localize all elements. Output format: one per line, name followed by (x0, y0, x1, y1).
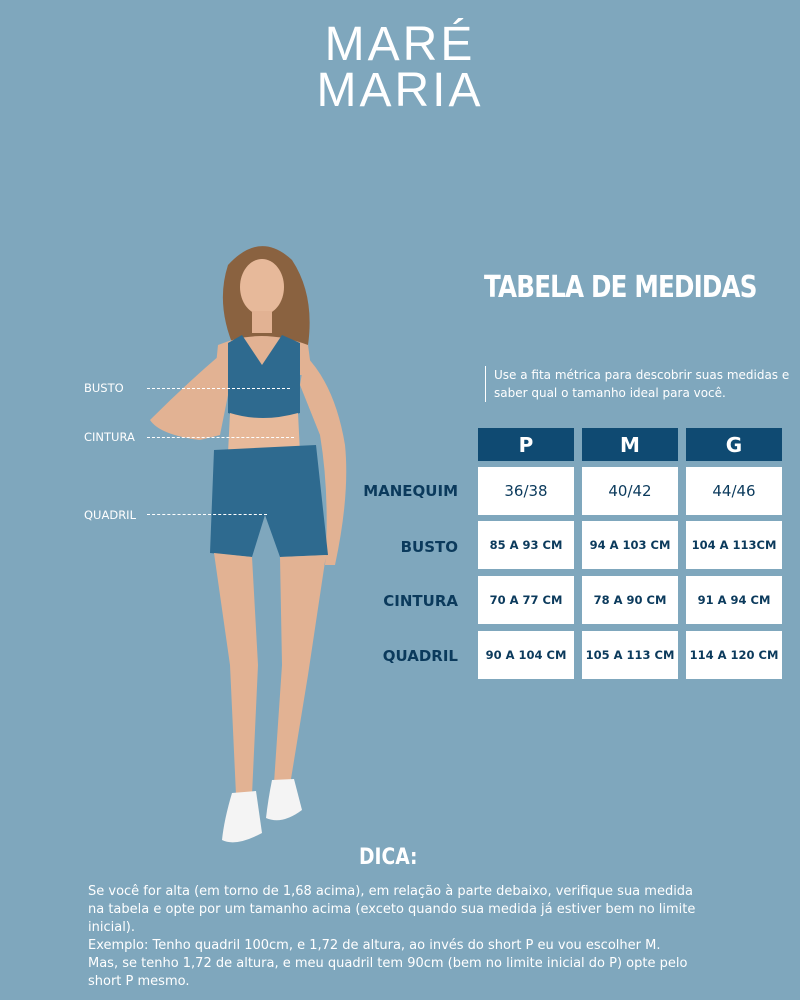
model-label-quadril: QUADRIL (84, 508, 136, 522)
model-label-cintura: CINTURA (84, 430, 135, 444)
intro-text: Use a fita métrica para descobrir suas medidas e saber qual o tamanho ideal para você. (485, 366, 800, 402)
brand-logo-line-1: MARÉ (324, 18, 476, 71)
table-cell: 104 A 113CM (686, 521, 782, 569)
brand-logo-line-2: MARIA (316, 64, 484, 117)
quadril-guide-line (147, 514, 267, 515)
size-header-m: M (582, 428, 678, 461)
page-title: TABELA DE MEDIDAS (484, 270, 757, 305)
dica-paragraph-3: Mas, se tenho 1,72 de altura, e meu quadril tem 90cm (bem no limite inicial do P) opte pelo short P mesmo. (88, 956, 688, 989)
table-cell: 70 A 77 CM (478, 576, 574, 624)
dica-text (88, 883, 708, 991)
size-header-p: P (478, 428, 574, 461)
cintura-guide-line (147, 437, 294, 438)
size-header-g: G (686, 428, 782, 461)
dica-paragraph-2: Exemplo: Tenho quadril 100cm, e 1,72 de altura, ao invés do short P eu vou escolher M. (88, 938, 661, 953)
table-cell: 114 A 120 CM (686, 631, 782, 679)
row-label-manequim: MANEQUIM (363, 482, 458, 500)
row-label-cintura: CINTURA (383, 592, 458, 610)
brand-logo (0, 18, 800, 117)
table-cell: 85 A 93 CM (478, 521, 574, 569)
table-cell: 40/42 (582, 467, 678, 515)
table-cell: 44/46 (686, 467, 782, 515)
table-cell: 105 A 113 CM (582, 631, 678, 679)
table-cell: 91 A 94 CM (686, 576, 782, 624)
busto-guide-line (147, 388, 290, 389)
table-cell: 78 A 90 CM (582, 576, 678, 624)
model-label-busto: BUSTO (84, 381, 124, 395)
row-label-busto: BUSTO (400, 538, 458, 556)
table-cell: 36/38 (478, 467, 574, 515)
table-cell: 90 A 104 CM (478, 631, 574, 679)
table-cell: 94 A 103 CM (582, 521, 678, 569)
row-label-quadril: QUADRIL (382, 647, 458, 665)
dica-paragraph-1: Se você for alta (em torno de 1,68 acima), em relação à parte debaixo, verifique sua medida na tabela e opte por um tamanho acima (exceto quando sua medida já estiver bem no limite inicial). (88, 884, 696, 935)
dica-title: DICA: (359, 845, 418, 870)
